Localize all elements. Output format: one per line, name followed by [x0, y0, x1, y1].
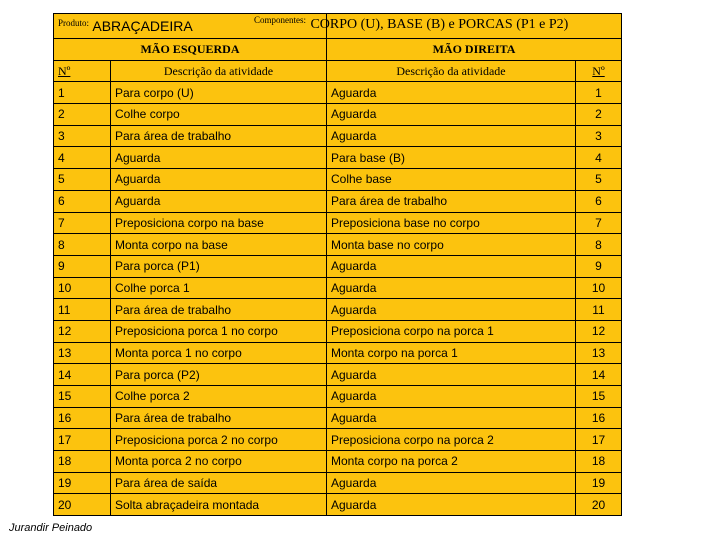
table-row — [54, 125, 622, 147]
row-num-left: 8 — [54, 234, 111, 256]
row-left-activity: Colhe corpo — [111, 104, 327, 126]
row-num-right: 18 — [576, 451, 622, 473]
table-row — [54, 429, 622, 451]
table-row — [54, 277, 622, 299]
row-right-activity: Aguarda — [327, 407, 576, 429]
table-row — [54, 212, 622, 234]
row-left-activity: Para porca (P1) — [111, 255, 327, 277]
table-row — [54, 82, 622, 104]
row-num-left: 17 — [54, 429, 111, 451]
table-row — [54, 234, 622, 256]
row-num-left: 20 — [54, 494, 111, 516]
row-num-right: 12 — [576, 320, 622, 342]
row-right-activity: Preposiciona corpo na porca 2 — [327, 429, 576, 451]
row-num-right: 13 — [576, 342, 622, 364]
row-num-right: 7 — [576, 212, 622, 234]
row-num-left: 10 — [54, 277, 111, 299]
row-left-activity: Aguarda — [111, 169, 327, 191]
row-left-activity: Para área de trabalho — [111, 299, 327, 321]
row-num-left: 4 — [54, 147, 111, 169]
row-right-activity: Aguarda — [327, 299, 576, 321]
col-num-right: Nº — [576, 60, 622, 82]
col-num-left: Nº — [54, 60, 111, 82]
row-right-activity: Aguarda — [327, 364, 576, 386]
row-num-left: 15 — [54, 386, 111, 408]
row-left-activity: Monta porca 1 no corpo — [111, 342, 327, 364]
row-right-activity: Aguarda — [327, 125, 576, 147]
row-num-right: 4 — [576, 147, 622, 169]
row-num-right: 11 — [576, 299, 622, 321]
row-num-right: 10 — [576, 277, 622, 299]
table-row — [54, 147, 622, 169]
table-row — [54, 364, 622, 386]
row-num-right: 6 — [576, 190, 622, 212]
row-num-left: 12 — [54, 320, 111, 342]
row-right-activity: Aguarda — [327, 386, 576, 408]
row-right-activity: Preposiciona corpo na porca 1 — [327, 320, 576, 342]
column-header-row — [54, 60, 622, 82]
row-num-right: 5 — [576, 169, 622, 191]
product-label: Produto: — [58, 18, 90, 28]
table-row — [54, 451, 622, 473]
row-num-right: 17 — [576, 429, 622, 451]
row-num-left: 16 — [54, 407, 111, 429]
table-row — [54, 299, 622, 321]
row-right-activity: Monta corpo na porca 1 — [327, 342, 576, 364]
table-row — [54, 169, 622, 191]
row-num-left: 9 — [54, 255, 111, 277]
row-left-activity: Colhe porca 2 — [111, 386, 327, 408]
row-left-activity: Para área de saída — [111, 472, 327, 494]
author-footer: Jurandir Peinado — [9, 522, 93, 534]
row-left-activity: Preposiciona corpo na base — [111, 212, 327, 234]
row-left-activity: Para área de trabalho — [111, 407, 327, 429]
row-left-activity: Aguarda — [111, 190, 327, 212]
row-right-activity: Aguarda — [327, 82, 576, 104]
row-right-activity: Aguarda — [327, 494, 576, 516]
row-num-right: 20 — [576, 494, 622, 516]
row-num-right: 19 — [576, 472, 622, 494]
row-num-left: 7 — [54, 212, 111, 234]
table-row — [54, 104, 622, 126]
table-row — [54, 407, 622, 429]
row-left-activity: Preposiciona porca 1 no corpo — [111, 320, 327, 342]
row-right-activity: Monta base no corpo — [327, 234, 576, 256]
row-right-activity: Monta corpo na porca 2 — [327, 451, 576, 473]
section-row — [54, 39, 622, 61]
col-desc-left: Descrição da atividade — [111, 60, 327, 82]
row-right-activity: Colhe base — [327, 169, 576, 191]
activity-table — [53, 13, 622, 516]
row-right-activity: Para base (B) — [327, 147, 576, 169]
row-right-activity: Aguarda — [327, 472, 576, 494]
table-row — [54, 494, 622, 516]
row-num-left: 5 — [54, 169, 111, 191]
row-right-activity: Aguarda — [327, 255, 576, 277]
table-row — [54, 386, 622, 408]
row-left-activity: Para corpo (U) — [111, 82, 327, 104]
row-num-left: 13 — [54, 342, 111, 364]
components-label: Componentes: — [254, 15, 306, 25]
table-row — [54, 472, 622, 494]
row-right-activity: Para área de trabalho — [327, 190, 576, 212]
row-left-activity: Monta corpo na base — [111, 234, 327, 256]
row-num-right: 14 — [576, 364, 622, 386]
product-value: ABRAÇADEIRA — [92, 18, 193, 34]
activity-rows — [54, 82, 622, 516]
row-num-left: 19 — [54, 472, 111, 494]
row-num-left: 2 — [54, 104, 111, 126]
row-left-activity: Para área de trabalho — [111, 125, 327, 147]
row-num-left: 1 — [54, 82, 111, 104]
col-desc-right: Descrição da atividade — [327, 60, 576, 82]
row-num-right: 16 — [576, 407, 622, 429]
table-row — [54, 320, 622, 342]
row-num-right: 8 — [576, 234, 622, 256]
row-num-right: 1 — [576, 82, 622, 104]
table-row — [54, 342, 622, 364]
row-left-activity: Colhe porca 1 — [111, 277, 327, 299]
row-num-left: 18 — [54, 451, 111, 473]
row-right-activity: Aguarda — [327, 277, 576, 299]
section-right: MÃO DIREITA — [327, 39, 622, 61]
row-num-left: 11 — [54, 299, 111, 321]
row-left-activity: Solta abraçadeira montada — [111, 494, 327, 516]
row-right-activity: Preposiciona base no corpo — [327, 212, 576, 234]
row-num-right: 2 — [576, 104, 622, 126]
row-left-activity: Para porca (P2) — [111, 364, 327, 386]
row-num-right: 9 — [576, 255, 622, 277]
table-row — [54, 255, 622, 277]
row-num-left: 3 — [54, 125, 111, 147]
section-left: MÃO ESQUERDA — [54, 39, 327, 61]
row-num-right: 3 — [576, 125, 622, 147]
components-block — [254, 15, 568, 33]
table-row — [54, 190, 622, 212]
row-num-right: 15 — [576, 386, 622, 408]
row-num-left: 14 — [54, 364, 111, 386]
row-left-activity: Aguarda — [111, 147, 327, 169]
row-left-activity: Preposiciona porca 2 no corpo — [111, 429, 327, 451]
row-right-activity: Aguarda — [327, 104, 576, 126]
row-left-activity: Monta porca 2 no corpo — [111, 451, 327, 473]
row-num-left: 6 — [54, 190, 111, 212]
components-value: CORPO (U), BASE (B) e PORCAS (P1 e P2) — [310, 17, 569, 32]
